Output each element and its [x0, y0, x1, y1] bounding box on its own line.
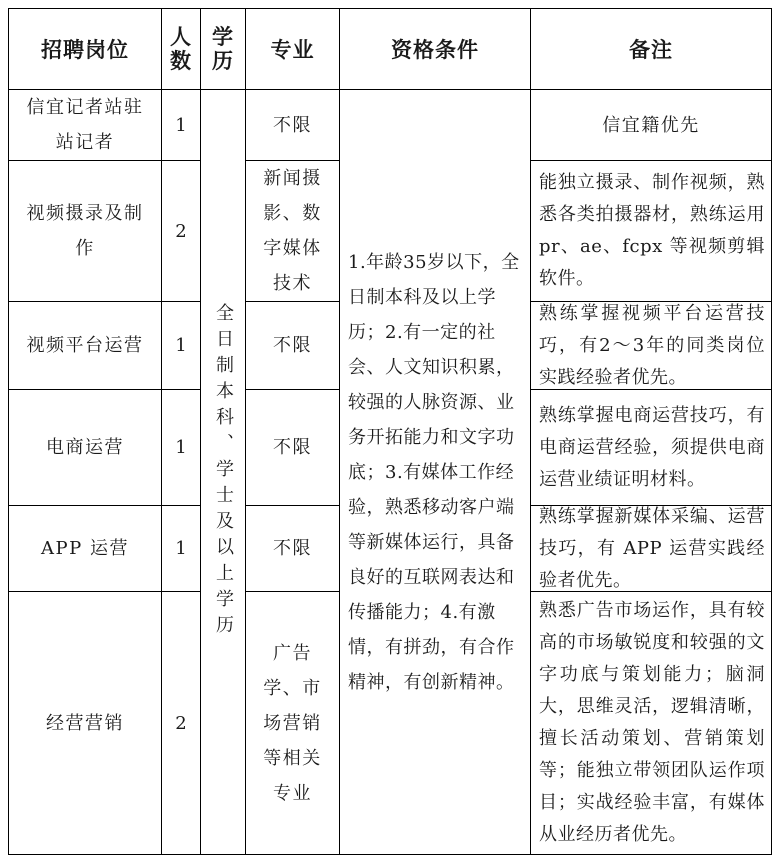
major-cell: 不限	[245, 89, 339, 160]
notes-cell: 能独立摄录、制作视频，熟悉各类拍摄器材，熟练运用 pr、ae、fcpx 等视频剪辑软件。	[530, 160, 772, 301]
position-cell: APP 运营	[8, 505, 161, 591]
count-cell: 2	[161, 591, 200, 855]
major-cell: 新闻摄影、数字媒体技术	[245, 160, 339, 301]
position-cell: 信宜记者站驻站记者	[8, 89, 161, 160]
header-notes: 备注	[530, 8, 772, 89]
notes-cell: 信宜籍优先	[530, 89, 772, 160]
header-qualifications: 资格条件	[339, 8, 530, 89]
notes-cell: 熟练掌握视频平台运营技巧，有2～3年的同类岗位实践经验者优先。	[530, 301, 772, 389]
header-education: 学历	[200, 8, 245, 89]
major-cell: 广告学、市场营销等相关专业	[245, 591, 339, 855]
header-major: 专业	[245, 8, 339, 89]
count-cell: 1	[161, 89, 200, 160]
major-cell: 不限	[245, 505, 339, 591]
position-cell: 经营营销	[8, 591, 161, 855]
header-count: 人数	[161, 8, 200, 89]
notes-cell: 熟悉广告市场运作，具有较高的市场敏锐度和较强的文字功底与策划能力；脑洞大，思维灵活，逻辑清晰，擅长活动策划、营销策划等；能独立带领团队运作项目；实战经验丰富，有媒体从业经历者优先。	[530, 591, 772, 855]
position-cell: 视频平台运营	[8, 301, 161, 389]
notes-cell: 熟练掌握新媒体采编、运营技巧，有 APP 运营实践经验者优先。	[530, 505, 772, 591]
position-cell: 视频摄录及制作	[8, 160, 161, 301]
major-cell: 不限	[245, 301, 339, 389]
header-position: 招聘岗位	[8, 8, 161, 89]
count-cell: 2	[161, 160, 200, 301]
count-cell: 1	[161, 389, 200, 505]
position-cell: 电商运营	[8, 389, 161, 505]
count-cell: 1	[161, 301, 200, 389]
major-cell: 不限	[245, 389, 339, 505]
notes-cell: 熟练掌握电商运营技巧，有电商运营经验，须提供电商运营业绩证明材料。	[530, 389, 772, 505]
count-cell: 1	[161, 505, 200, 591]
qualifications-cell: 1.年龄35岁以下，全日制本科及以上学历；2.有一定的社会、人文知识积累，较强的人脉资源、业务开拓能力和文字功底；3.有媒体工作经验，熟悉移动客户端等新媒体运行，具备良好的互联网表达和传播能力；4.有激情，有拼劲，有合作精神，有创新精神。	[339, 89, 530, 855]
education-cell: 全日制本科、学士及以上学历	[200, 89, 245, 855]
recruitment-table	[8, 8, 772, 855]
